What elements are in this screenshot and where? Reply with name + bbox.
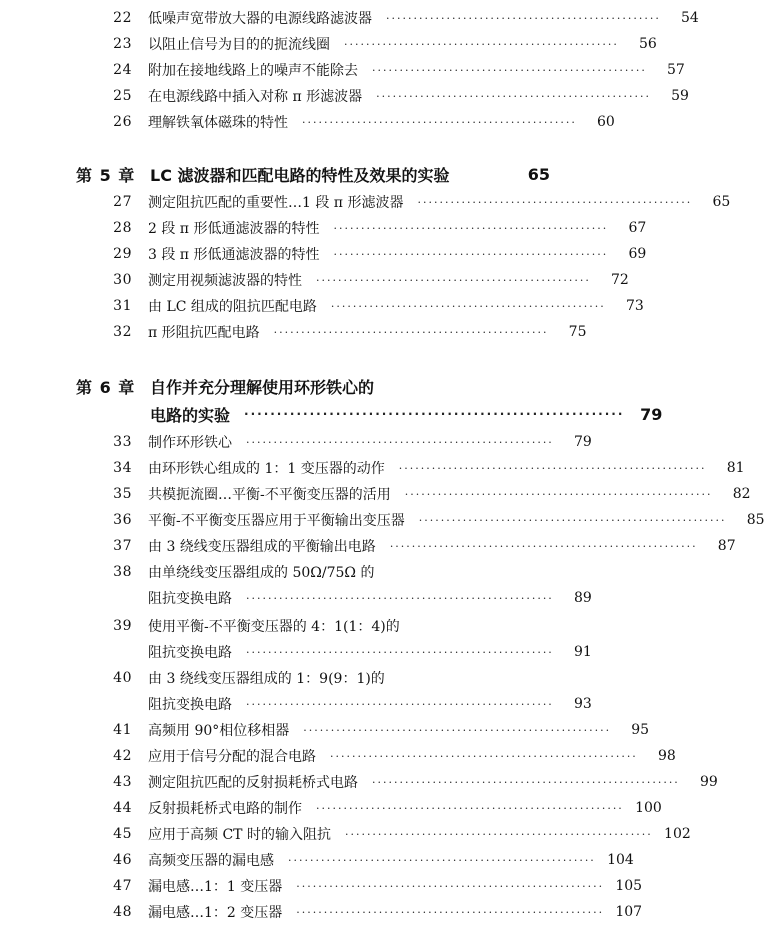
entry-page-number: 56: [639, 36, 657, 52]
dot-leader: ························································: [246, 697, 554, 711]
toc-entry[interactable]: [0, 190, 731, 214]
entry-title-line1: 由单绕线变压器组成的 50Ω/75Ω 的: [148, 565, 375, 581]
entry-title: 由 3 绕线变压器组成的平衡输出电路: [148, 539, 376, 555]
entry-title: 反射损耗桥式电路的制作: [148, 801, 302, 817]
entry-title: 由 LC 组成的阻抗匹配电路: [148, 299, 317, 315]
dot-leader: ··························································: [244, 407, 625, 421]
entry-title-line1: 由 3 绕线变压器组成的 1：9(9：1)的: [148, 671, 385, 687]
entry-page-number: 67: [628, 220, 647, 236]
toc-entry[interactable]: [0, 508, 765, 532]
dot-leader: ··················································: [386, 11, 661, 25]
entry-title: 附加在接地线路上的噪声不能除去: [148, 63, 358, 79]
entry-page-number: 89: [573, 590, 592, 606]
dot-leader: ························································: [288, 853, 596, 867]
entry-page-number: 91: [573, 644, 592, 660]
toc-entry[interactable]: [0, 900, 643, 924]
entry-page-number: 104: [607, 852, 634, 868]
entry-page-number: 79: [573, 434, 592, 450]
entry-title: 在电源线路中插入对称 π 形滤波器: [148, 89, 363, 105]
toc-entry[interactable]: [0, 320, 598, 344]
toc-entry[interactable]: [0, 482, 751, 506]
entry-page-number: 102: [664, 826, 691, 842]
entry-page-number: 98: [657, 748, 676, 764]
entry-title: 理解铁氧体磁珠的特性: [148, 115, 288, 131]
entry-page-number: 57: [667, 62, 685, 78]
dot-leader: ························································: [296, 879, 605, 893]
toc-entry[interactable]: [0, 534, 736, 558]
toc-entry[interactable]: [0, 456, 745, 480]
entry-page-number: 85: [746, 512, 765, 528]
entry-number: 37: [113, 538, 132, 554]
dot-leader: ························································: [246, 645, 554, 659]
entry-number: 24: [113, 62, 132, 78]
dot-leader: ························································: [296, 905, 605, 919]
entry-page-number: 75: [568, 324, 587, 340]
dot-leader: ························································: [344, 827, 653, 841]
toc-entry[interactable]: [0, 430, 598, 454]
entry-number: 41: [113, 722, 132, 738]
dot-leader: ··················································: [302, 115, 577, 129]
chapter-6-heading[interactable]: [0, 372, 598, 400]
toc-entry[interactable]: [0, 294, 644, 318]
entry-page-number: 82: [732, 486, 751, 502]
toc-entry[interactable]: [0, 796, 662, 820]
chapter-title-line2: 电路的实验: [150, 405, 231, 425]
chapter-title: LC 滤波器和匹配电路的特性及效果的实验: [150, 165, 450, 185]
entry-title: 漏电感…1：2 变压器: [148, 905, 283, 921]
toc-entry[interactable]: [0, 216, 647, 240]
entry-number: 23: [113, 36, 132, 52]
entry-title: 以阻止信号为目的的扼流线圈: [148, 37, 330, 53]
entry-page-number: 105: [615, 878, 643, 894]
entry-title: 由环形铁心组成的 1：1 变压器的动作: [148, 461, 385, 477]
entry-title-line2: 阻抗变换电路: [148, 697, 232, 713]
dot-leader: ························································: [316, 801, 624, 815]
dot-leader: ························································: [246, 591, 554, 605]
dot-leader: ··················································: [333, 247, 609, 261]
entry-number: 22: [113, 10, 132, 26]
toc-entry[interactable]: [0, 666, 598, 690]
dot-leader: ··················································: [417, 195, 693, 209]
entry-page-number: 59: [671, 88, 689, 104]
entry-page-number: 72: [611, 272, 629, 288]
toc-entry[interactable]: [0, 822, 691, 846]
entry-page-number: 99: [699, 774, 718, 790]
entry-title: 测定用视频滤波器的特性: [148, 273, 302, 289]
entry-page-number: 54: [681, 10, 699, 26]
entry-number: 27: [113, 194, 132, 210]
dot-leader: ··················································: [330, 299, 606, 313]
entry-number: 44: [113, 800, 132, 816]
entry-page-number: 73: [625, 298, 644, 314]
dot-leader: ························································: [372, 775, 680, 789]
entry-page-number: 69: [628, 246, 647, 262]
entry-page-number: 60: [597, 114, 615, 130]
entry-title-line1: 使用平衡-不平衡变压器的 4：1(1：4)的: [148, 619, 400, 635]
entry-page-number: 93: [573, 696, 592, 712]
entry-title: 漏电感…1：1 变压器: [148, 879, 283, 895]
entry-number: 30: [113, 272, 132, 288]
entry-title: 制作环形铁心: [148, 435, 232, 451]
toc-entry[interactable]: [0, 848, 634, 872]
toc-entry[interactable]: [0, 614, 598, 638]
entry-number: 35: [113, 486, 132, 502]
toc-entry[interactable]: [0, 6, 699, 30]
toc-entry[interactable]: [0, 110, 615, 134]
entry-title: 3 段 π 形低通滤波器的特性: [148, 247, 320, 263]
entry-title-line2: 阻抗变换电路: [148, 591, 232, 607]
dot-leader: ························································: [303, 723, 612, 737]
entry-number: 45: [113, 826, 132, 842]
entry-number: 43: [113, 774, 132, 790]
toc-entry[interactable]: [0, 242, 647, 266]
dot-leader: ··················································: [273, 325, 549, 339]
entry-page-number: 100: [635, 800, 662, 816]
toc-entry[interactable]: [0, 268, 629, 292]
entry-number: 42: [113, 748, 132, 764]
entry-number: 28: [113, 220, 132, 236]
entry-title: 共模扼流圈…平衡-不平衡变压器的活用: [148, 487, 391, 503]
entry-number: 40: [113, 670, 132, 686]
entry-title: 2 段 π 形低通滤波器的特性: [148, 221, 320, 237]
toc-entry-cont[interactable]: [0, 692, 598, 716]
entry-number: 46: [113, 852, 132, 868]
toc-entry[interactable]: [0, 718, 650, 742]
dot-leader: ························································: [418, 513, 727, 527]
dot-leader: ··················································: [344, 37, 619, 51]
dot-leader: ························································: [389, 539, 698, 553]
entry-page-number: 87: [717, 538, 736, 554]
entry-page-number: 81: [726, 460, 745, 476]
toc-entry[interactable]: [0, 744, 676, 768]
chapter-5-heading[interactable]: [0, 160, 598, 188]
entry-number: 25: [113, 88, 132, 104]
dot-leader: ··················································: [376, 89, 651, 103]
entry-number: 36: [113, 512, 132, 528]
toc-entry-cont[interactable]: [0, 586, 598, 610]
entry-title: 低噪声宽带放大器的电源线路滤波器: [148, 11, 372, 27]
entry-title: π 形阻抗匹配电路: [148, 325, 260, 341]
entry-page-number: 107: [615, 904, 643, 920]
chapter-label: 第 5 章: [76, 165, 136, 185]
chapter-label: 第 6 章: [76, 377, 136, 397]
dot-leader: ························································: [404, 487, 713, 501]
toc-entry[interactable]: [0, 84, 689, 108]
entry-number: 32: [113, 324, 132, 340]
entry-number: 39: [113, 618, 132, 634]
entry-title: 测定阻抗匹配的重要性…1 段 π 形滤波器: [148, 195, 404, 211]
toc-entry[interactable]: [0, 32, 657, 56]
dot-leader: ························································: [330, 749, 638, 763]
entry-number: 31: [113, 298, 132, 314]
entry-title: 高频用 90°相位移相器: [148, 723, 290, 739]
entry-page-number: 95: [631, 722, 650, 738]
entry-number: 26: [113, 114, 132, 130]
dot-leader: ························································: [398, 461, 707, 475]
toc-entry[interactable]: [0, 560, 598, 584]
entry-number: 47: [113, 878, 132, 894]
entry-title: 测定阻抗匹配的反射损耗桥式电路: [148, 775, 358, 791]
entry-title: 平衡-不平衡变压器应用于平衡输出变压器: [148, 513, 405, 529]
entry-number: 33: [113, 434, 132, 450]
entry-number: 38: [113, 564, 132, 580]
entry-number: 48: [113, 904, 132, 920]
toc-entry[interactable]: [0, 874, 643, 898]
dot-leader: ··················································: [333, 221, 609, 235]
chapter-page-number: 65: [527, 164, 550, 184]
entry-title: 高频变压器的漏电感: [148, 853, 274, 869]
toc-entry[interactable]: [0, 770, 718, 794]
chapter-title-line1: 自作并充分理解使用环形铁心的: [150, 377, 375, 397]
entry-title: 应用于高频 CT 时的输入阻抗: [148, 827, 331, 843]
entry-number: 29: [113, 246, 132, 262]
entry-page-number: 65: [712, 194, 731, 210]
entry-title: 应用于信号分配的混合电路: [148, 749, 316, 765]
entry-number: 34: [113, 460, 132, 476]
chapter-page-number: 79: [640, 404, 663, 424]
toc-entry[interactable]: [0, 58, 685, 82]
dot-leader: ························································: [246, 435, 554, 449]
chapter-6-heading-cont[interactable]: [0, 400, 663, 428]
dot-leader: ··················································: [372, 63, 647, 77]
dot-leader: ··················································: [316, 273, 591, 287]
entry-title-line2: 阻抗变换电路: [148, 645, 232, 661]
toc-entry-cont[interactable]: [0, 640, 598, 664]
